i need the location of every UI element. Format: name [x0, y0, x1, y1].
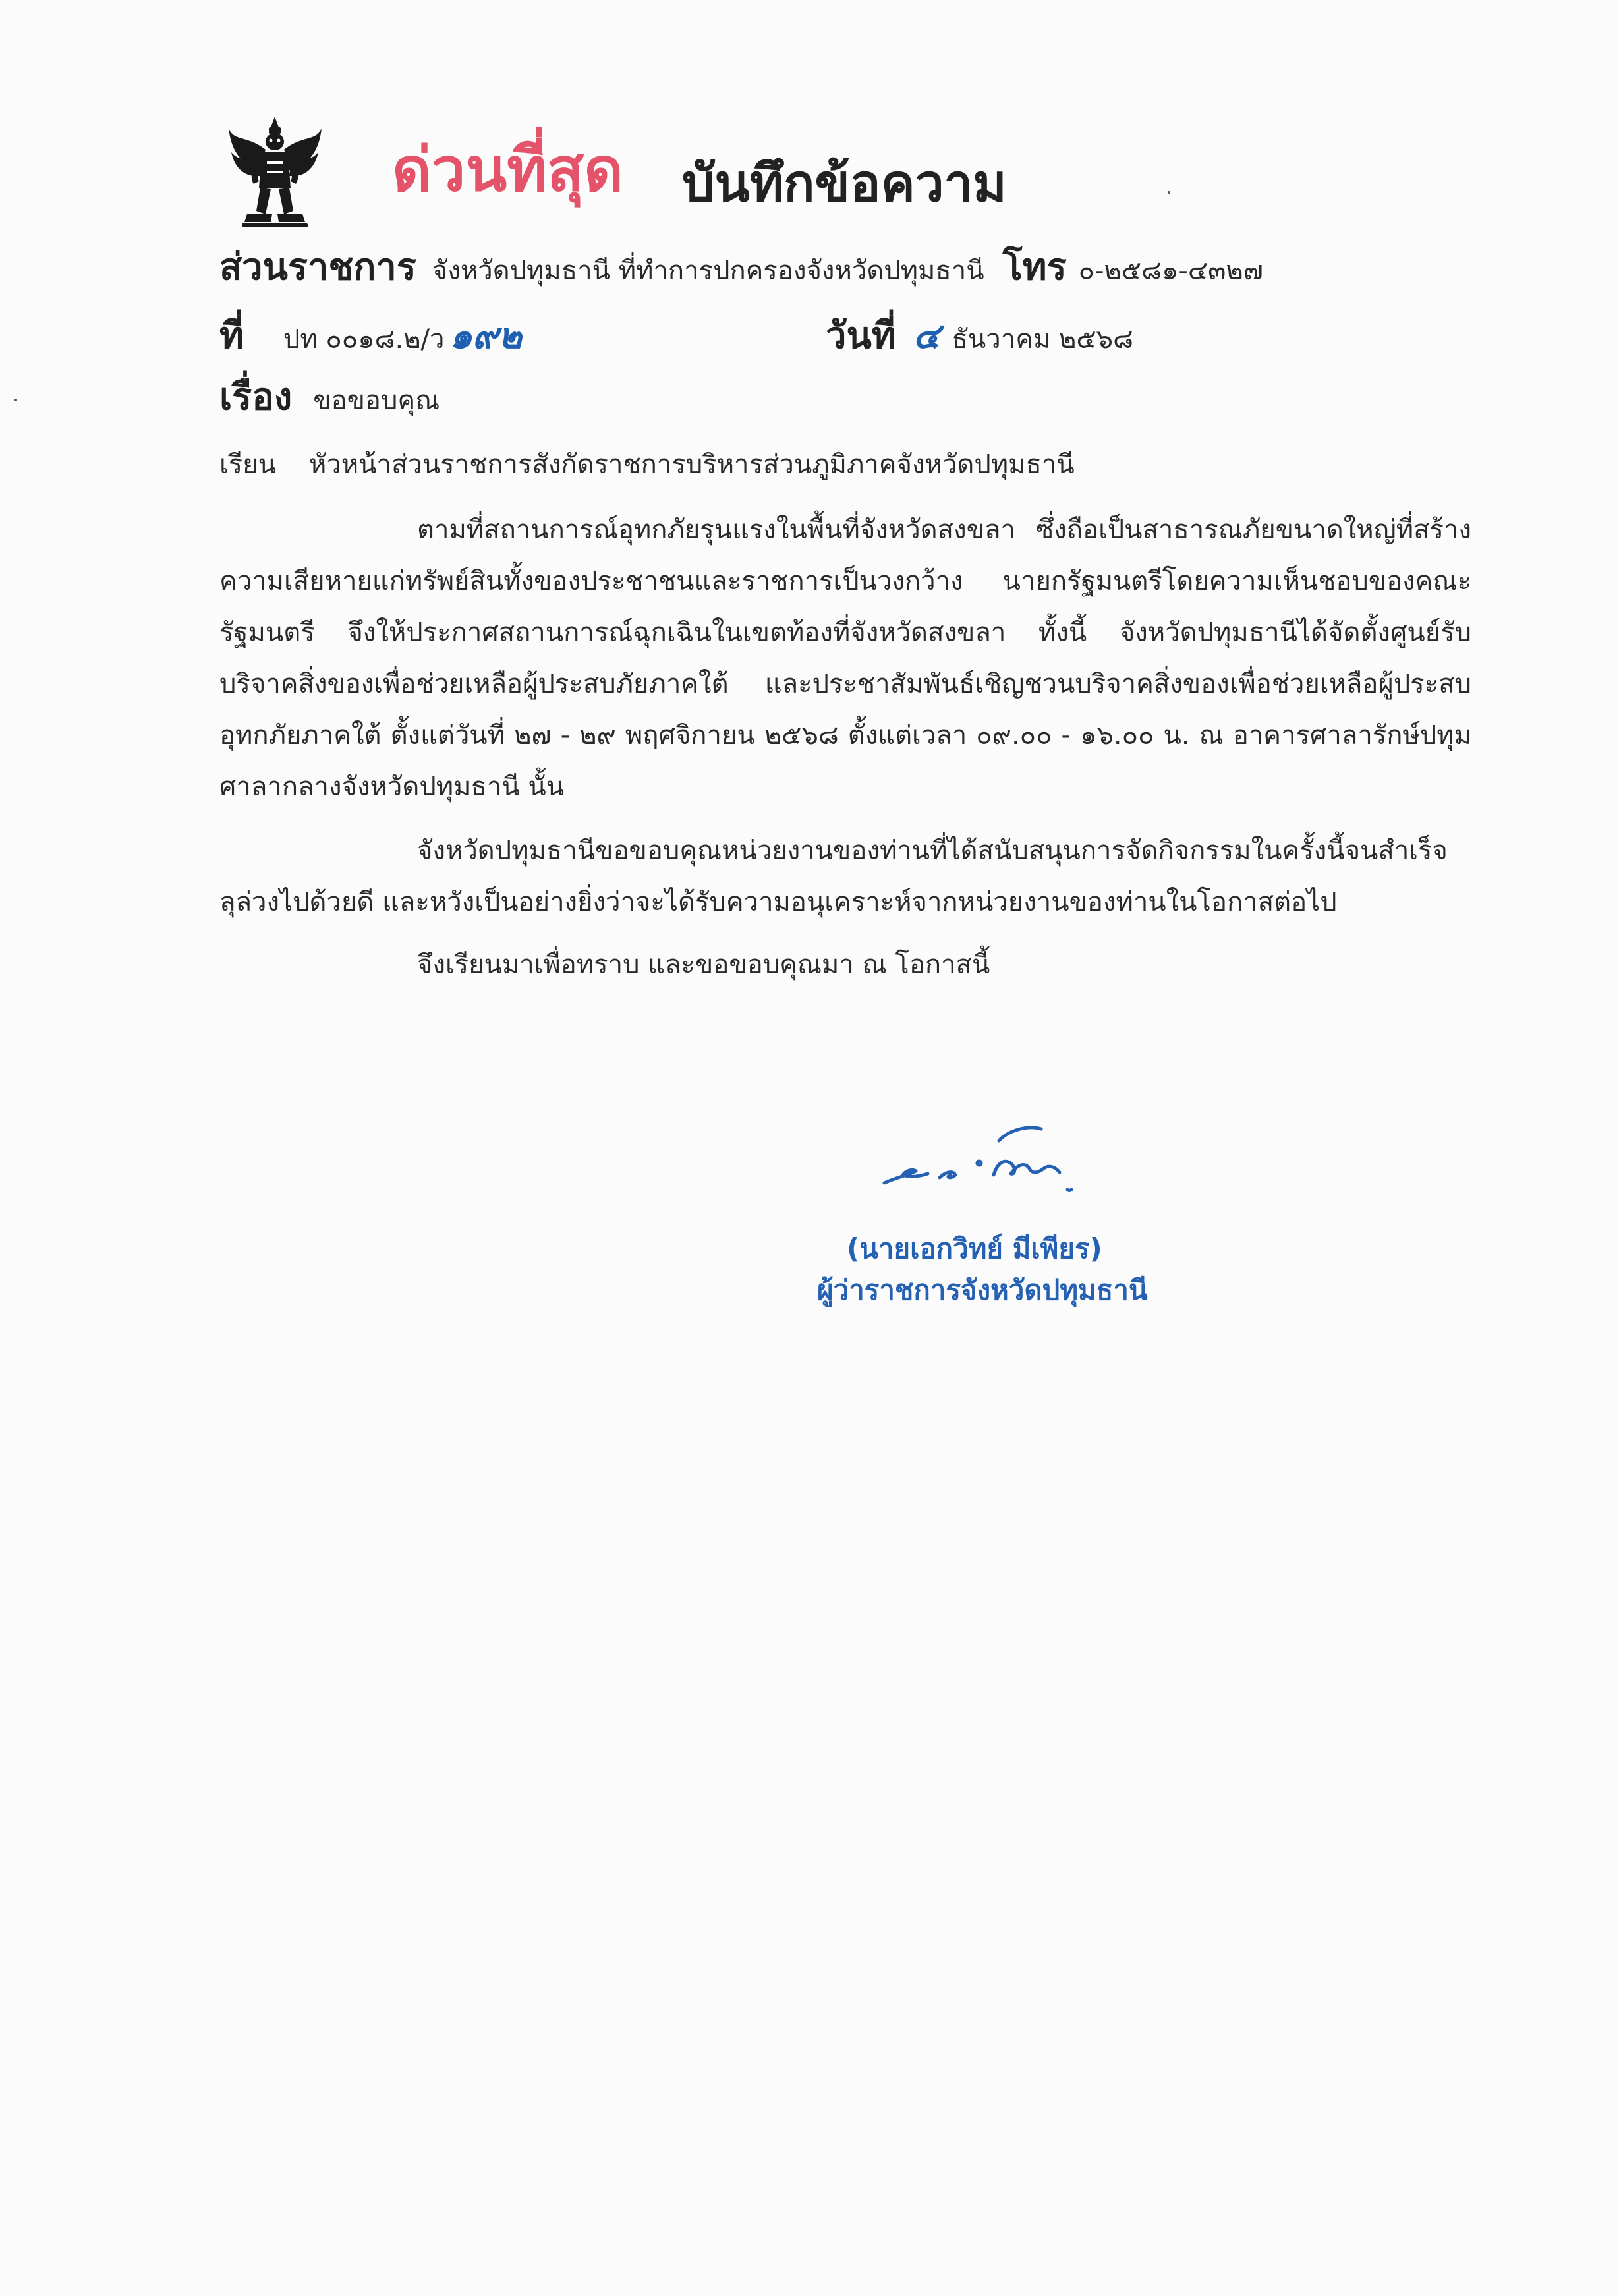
date-row	[826, 314, 1133, 357]
reference-handwritten-number: ๑๙๒	[449, 314, 522, 357]
recipient-row	[219, 451, 1075, 478]
subject-label: เรื่อง	[219, 376, 293, 418]
body-closing: จึงเรียนมาเพื่อทราบ และขอขอบคุณมา ณ โอกาสนี้	[417, 950, 990, 980]
agency-value: จังหวัดปทุมธานี ที่ทำการปกครองจังหวัดปทุมธานี	[432, 256, 984, 286]
handwritten-signature	[876, 1091, 1100, 1203]
urgency-stamp: ด่วนที่สุด	[392, 134, 623, 205]
reference-prefix: ปท ๐๐๑๘.๒/ว	[283, 324, 445, 355]
date-handwritten-day: ๔	[913, 314, 940, 357]
date-label: วันที่	[826, 314, 896, 357]
agency-label: ส่วนราชการ	[219, 246, 416, 289]
recipient-label: เรียน	[219, 449, 276, 480]
document-title: บันทึกข้อความ	[682, 154, 1007, 214]
date-month-year: ธันวาคม ๒๕๖๘	[952, 324, 1133, 355]
reference-row	[219, 314, 522, 357]
signatory-position: ผู้ว่าราชการจังหวัดปทุมธานี	[817, 1274, 1148, 1306]
phone-label: โทร	[1002, 246, 1067, 289]
garuda-emblem-icon	[227, 115, 323, 231]
recipient-value: หัวหน้าส่วนราชการสังกัดราชการบริหารส่วนภูมิภาคจังหวัดปทุมธานี	[308, 449, 1075, 480]
phone-value: ๐-๒๕๘๑-๔๓๒๗	[1078, 256, 1263, 286]
scan-speck	[1168, 191, 1170, 194]
scan-speck	[14, 399, 17, 401]
body-paragraph-2: จังหวัดปทุมธานีขอขอบคุณหน่วยงานของท่านที่ได้สนับสนุนการจัดกิจกรรมในครั้งนี้จนสำเร็จลุล่วงไปด้วยดี และหวังเป็นอย่างยิ่งว่าจะได้รับความอนุเคราะห์จากหน่วยงานของท่านในโอกาสต่อไป	[219, 836, 1448, 917]
subject-value: ขอขอบคุณ	[313, 386, 440, 416]
reference-label: ที่	[219, 314, 244, 357]
subject-row	[219, 376, 440, 418]
body-paragraph-1: ตามที่สถานการณ์อุทกภัยรุนแรงในพื้นที่จังหวัดสงขลา ซึ่งถือเป็นสาธารณภัยขนาดใหญ่ที่สร้างความเสียหายแก่ทรัพย์สินทั้งของประชาชนและราชการเป็นวงกว้าง นายกรัฐมนตรีโดยความเห็นชอบของคณะรัฐมนตรี จึงให้ประกาศสถานการณ์ฉุกเฉินในเขตท้องที่จังหวัดสงขลา ทั้งนี้ จังหวัดปทุมธานีได้จัดตั้งศูนย์รับบริจาคสิ่งของเพื่อช่วยเหลือผู้ประสบภัยภาคใต้ และประชาสัมพันธ์เชิญชวนบริจาคสิ่งของเพื่อช่วยเหลือผู้ประสบอุทกภัยภาคใต้ ตั้งแต่วันที่ ๒๗ - ๒๙ พฤศจิกายน ๒๕๖๘ ตั้งแต่เวลา ๐๙.๐๐ - ๑๖.๐๐ น. ณ อาคารศาลารักษ์ปทุม ศาลากลางจังหวัดปทุมธานี นั้น	[219, 515, 1472, 802]
signatory-name: (นายเอกวิทย์ มีเพียร)	[847, 1232, 1102, 1265]
agency-row	[219, 246, 1263, 289]
